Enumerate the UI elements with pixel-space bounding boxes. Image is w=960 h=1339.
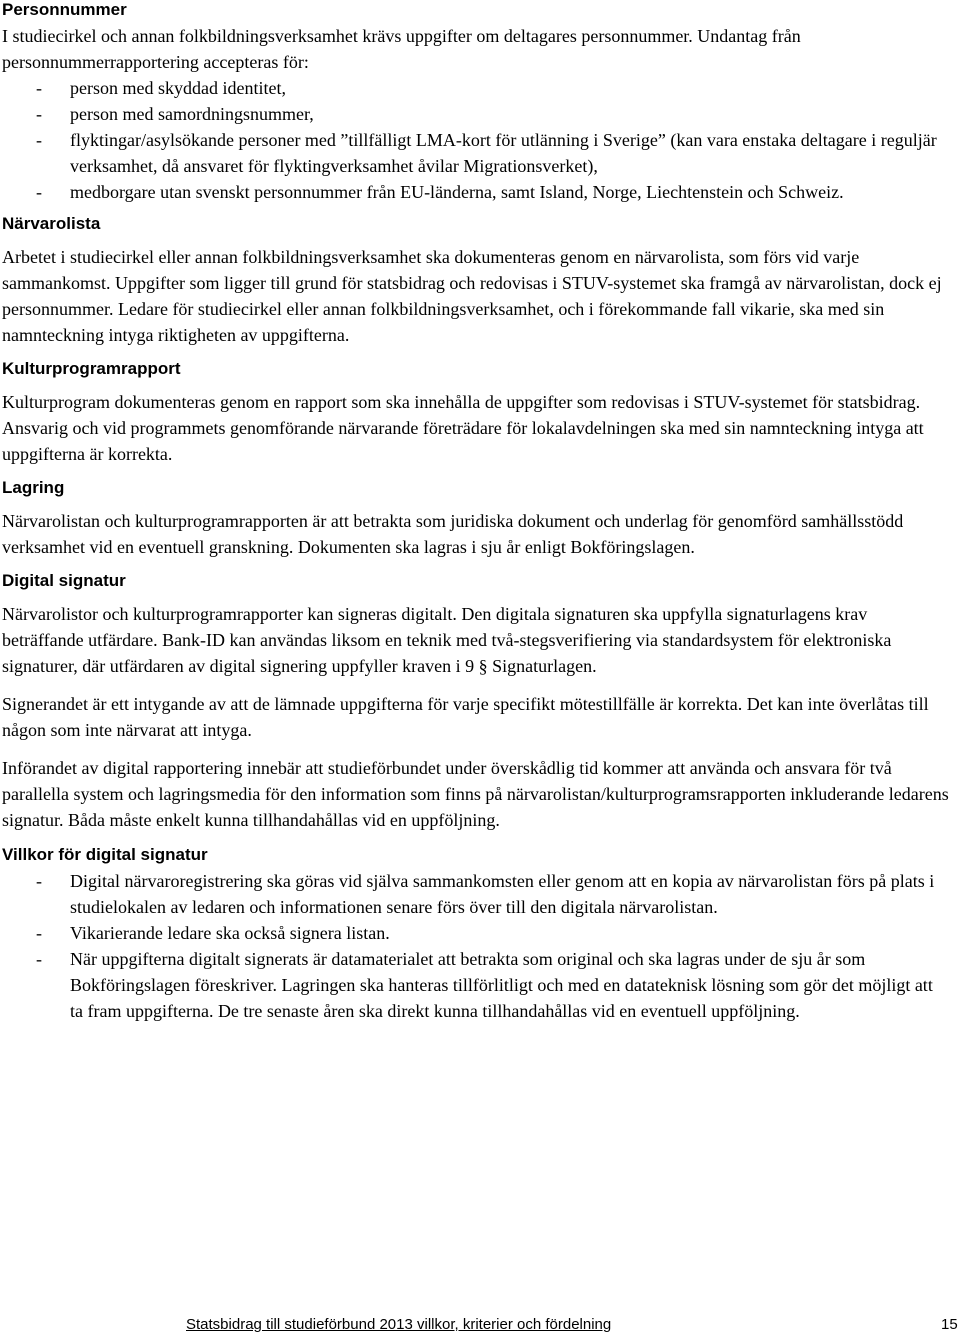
heading-narvarolista: Närvarolista — [2, 214, 101, 233]
kulturprogram-body: Kulturprogram dokumenteras genom en rapport som ska innehålla de uppgifter som redovisas i STUV-systemet för statsbidrag. Ansvarig och vid programmets genomförande närvarande företrädare för lokalavdelningen ska med sin namnteckning intyga att uppgifterna är korrekta. — [2, 392, 924, 464]
list-item: - person med skyddad identitet, — [2, 75, 950, 101]
heading-villkor: Villkor för digital signatur — [2, 845, 208, 864]
heading-digital-signatur: Digital signatur — [2, 571, 126, 590]
digital-p2: Signerandet är ett intygande av att de lämnade uppgifterna för varje specifikt mötestillfälle är korrekta. Det kan inte överlåtas till någon som inte närvarat att intyga. — [2, 694, 929, 740]
narvarolista-body: Arbetet i studiecirkel eller annan folkbildningsverksamhet ska dokumenteras genom en närvarolista, som förs vid varje sammankomst. Uppgifter som ligger till grund för statsbidrag och redovisas i STUV-systemet ska framgå av närvarolistan, dock ej personnummer. Ledare för studiecirkel eller annan folkbildningsverksamhet, och i förekommande fall vikarie, ska med sin namnteckning intyga riktigheten av uppgifterna. — [2, 247, 942, 345]
list-item: - medborgare utan svenskt personnummer från EU-länderna, samt Island, Norge, Liechtenstein och Schweiz. — [2, 179, 950, 205]
digital-p3: Införandet av digital rapportering innebär att studieförbundet under överskådlig tid kommer att använda och ansvara för två parallella system och lagringsmedia för den information som finns på närvarolistan/kulturprogramsrapporten inkluderande ledarens signatur. Båda måste enkelt kunna tillhandahållas vid en uppföljning. — [2, 758, 949, 830]
heading-personnummer: Personnummer — [2, 0, 127, 19]
lagring-body: Närvarolistan och kulturprogramrapporten är att betrakta som juridiska dokument och underlag för genomförd samhällsstödd verksamhet vid en eventuell granskning. Dokumenten ska lagras i sju år enligt Bokföringslagen. — [2, 511, 904, 557]
villkor-list — [2, 868, 950, 1024]
heading-lagring: Lagring — [2, 478, 65, 497]
list-item: - person med samordningsnummer, — [2, 101, 950, 127]
digital-p1: Närvarolistor och kulturprogramrapporter kan signeras digitalt. Den digitala signaturen ska uppfylla signaturlagens krav beträffande utfärdare. Bank-ID kan användas liksom en teknik med två-stegsverifiering via standardsystem för elektroniska signaturer, där utfärdaren av digital signering uppfyller kraven i 9 § Signaturlagen. — [2, 604, 892, 676]
list-item: - När uppgifterna digitalt signerats är datamaterialet att betrakta som original och ska lagras under de sju år som Bokföringslagen föreskriver. Lagringen ska hanteras tillförlitligt och med en datateknisk lösning som gör det möjligt att ta fram uppgifterna. De tre senaste åren ska direkt kunna tillhandahållas vid en eventuell uppföljning. — [2, 946, 950, 1024]
footer-title: Statsbidrag till studieförbund 2013 villkor, kriterier och fördelning — [186, 1316, 612, 1333]
list-item: - Digital närvaroregistrering ska göras vid själva sammankomsten eller genom att en kopia av närvarolistan förs på plats i studielokalen av ledaren och informationen senare förs över till den digitala närvarolistan. — [2, 868, 950, 920]
personnummer-list — [2, 75, 950, 205]
list-item: - flyktingar/asylsökande personer med ”tillfälligt LMA-kort för utlänning i Sverige” (kan vara enstaka deltagare i reguljär verksamhet, då ansvaret för flyktingverksamhet åvilar Migrationsverket), — [2, 127, 950, 179]
heading-kulturprogramrapport: Kulturprogramrapport — [2, 359, 181, 378]
page-number: 15 — [941, 1316, 958, 1333]
list-item: - Vikarierande ledare ska också signera listan. — [2, 920, 950, 946]
personnummer-intro: I studiecirkel och annan folkbildningsverksamhet krävs uppgifter om deltagares personnummer. Undantag från personnummerrapportering accepteras för: — [2, 26, 801, 72]
